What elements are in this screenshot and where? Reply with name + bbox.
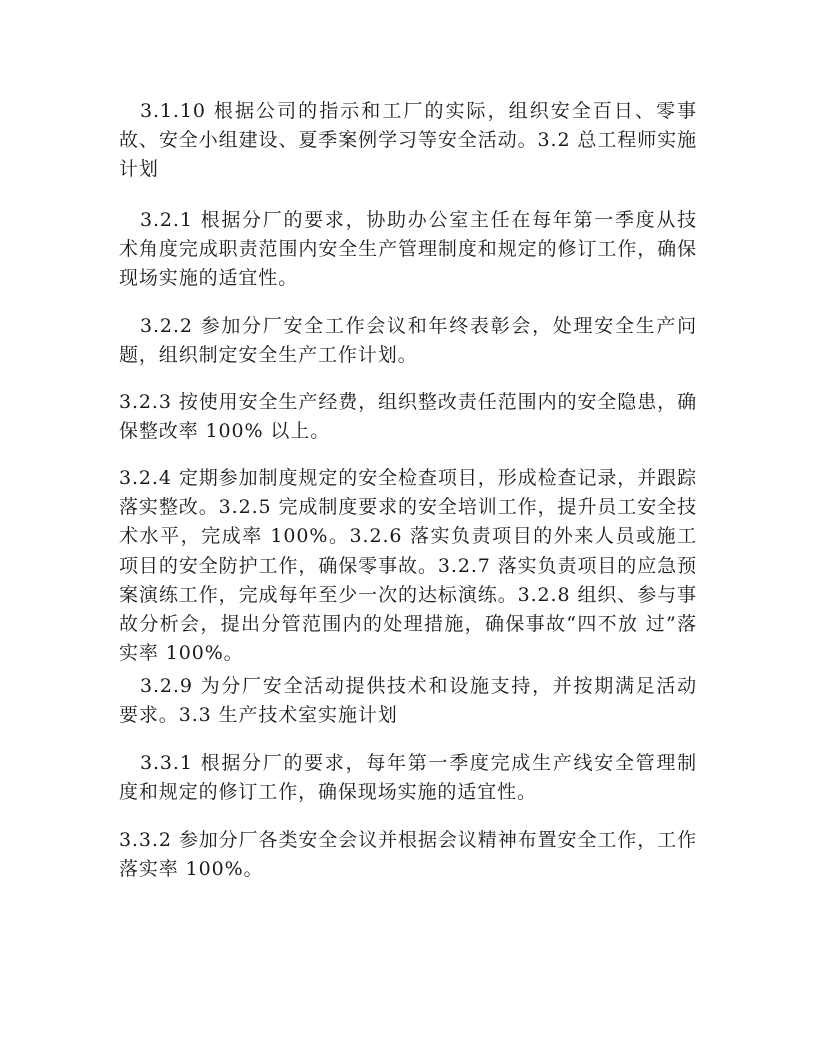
paragraph-3-2-9: 3.2.9 为分厂安全活动提供技术和设施支持，并按期满足活动要求。3.3 生产技术室实施计划 [119,675,697,727]
paragraph-3-3-1: 3.3.1 根据分厂的要求，每年第一季度完成生产线安全管理制度和规定的修订工作，确保现场实施的适宜性。 [119,752,697,804]
paragraph-3-2-1: 3.2.1 根据分厂的要求，协助办公室主任在每年第一季度从技术角度完成职责范围内安全生产管理制度和规定的修订工作，确保现场实施的适宜性。 [119,209,697,290]
paragraph-3-3-2: 3.3.2 参加分厂各类安全会议并根据会议精神布置安全工作，工作落实率 100%。 [119,829,697,881]
paragraph-3-2-2: 3.2.2 参加分厂安全工作会议和年终表彰会，处理安全生产问题，组织制定安全生产工作计划。 [119,315,697,367]
paragraph-3-2-3: 3.2.3 按使用安全生产经费，组织整改责任范围内的安全隐患，确保整改率 100% 以上。 [119,391,697,443]
paragraph-3-2-4: 3.2.4 定期参加制度规定的安全检查项目，形成检查记录，并跟踪落实整改。3.2.5 完成制度要求的安全培训工作，提升员工安全技术水平，完成率 100%。3.2.6 落实负责项目的外来人员或施工项目的安全防护工作，确保零事故。3.2.7 落实负责项目的应急预案演练工作，完成每年至少一次的达标演练。3.2.8 组织、参与事故分析会，提出分管范围内的处理措施，确保事故“四不放 过”落实率 100%。 [119,467,697,665]
paragraph-3-1-10: 3.1.10 根据公司的指示和工厂的实际，组织安全百日、零事故、安全小组建设、夏季案例学习等安全活动。3.2 总工程师实施计划 [119,100,697,181]
